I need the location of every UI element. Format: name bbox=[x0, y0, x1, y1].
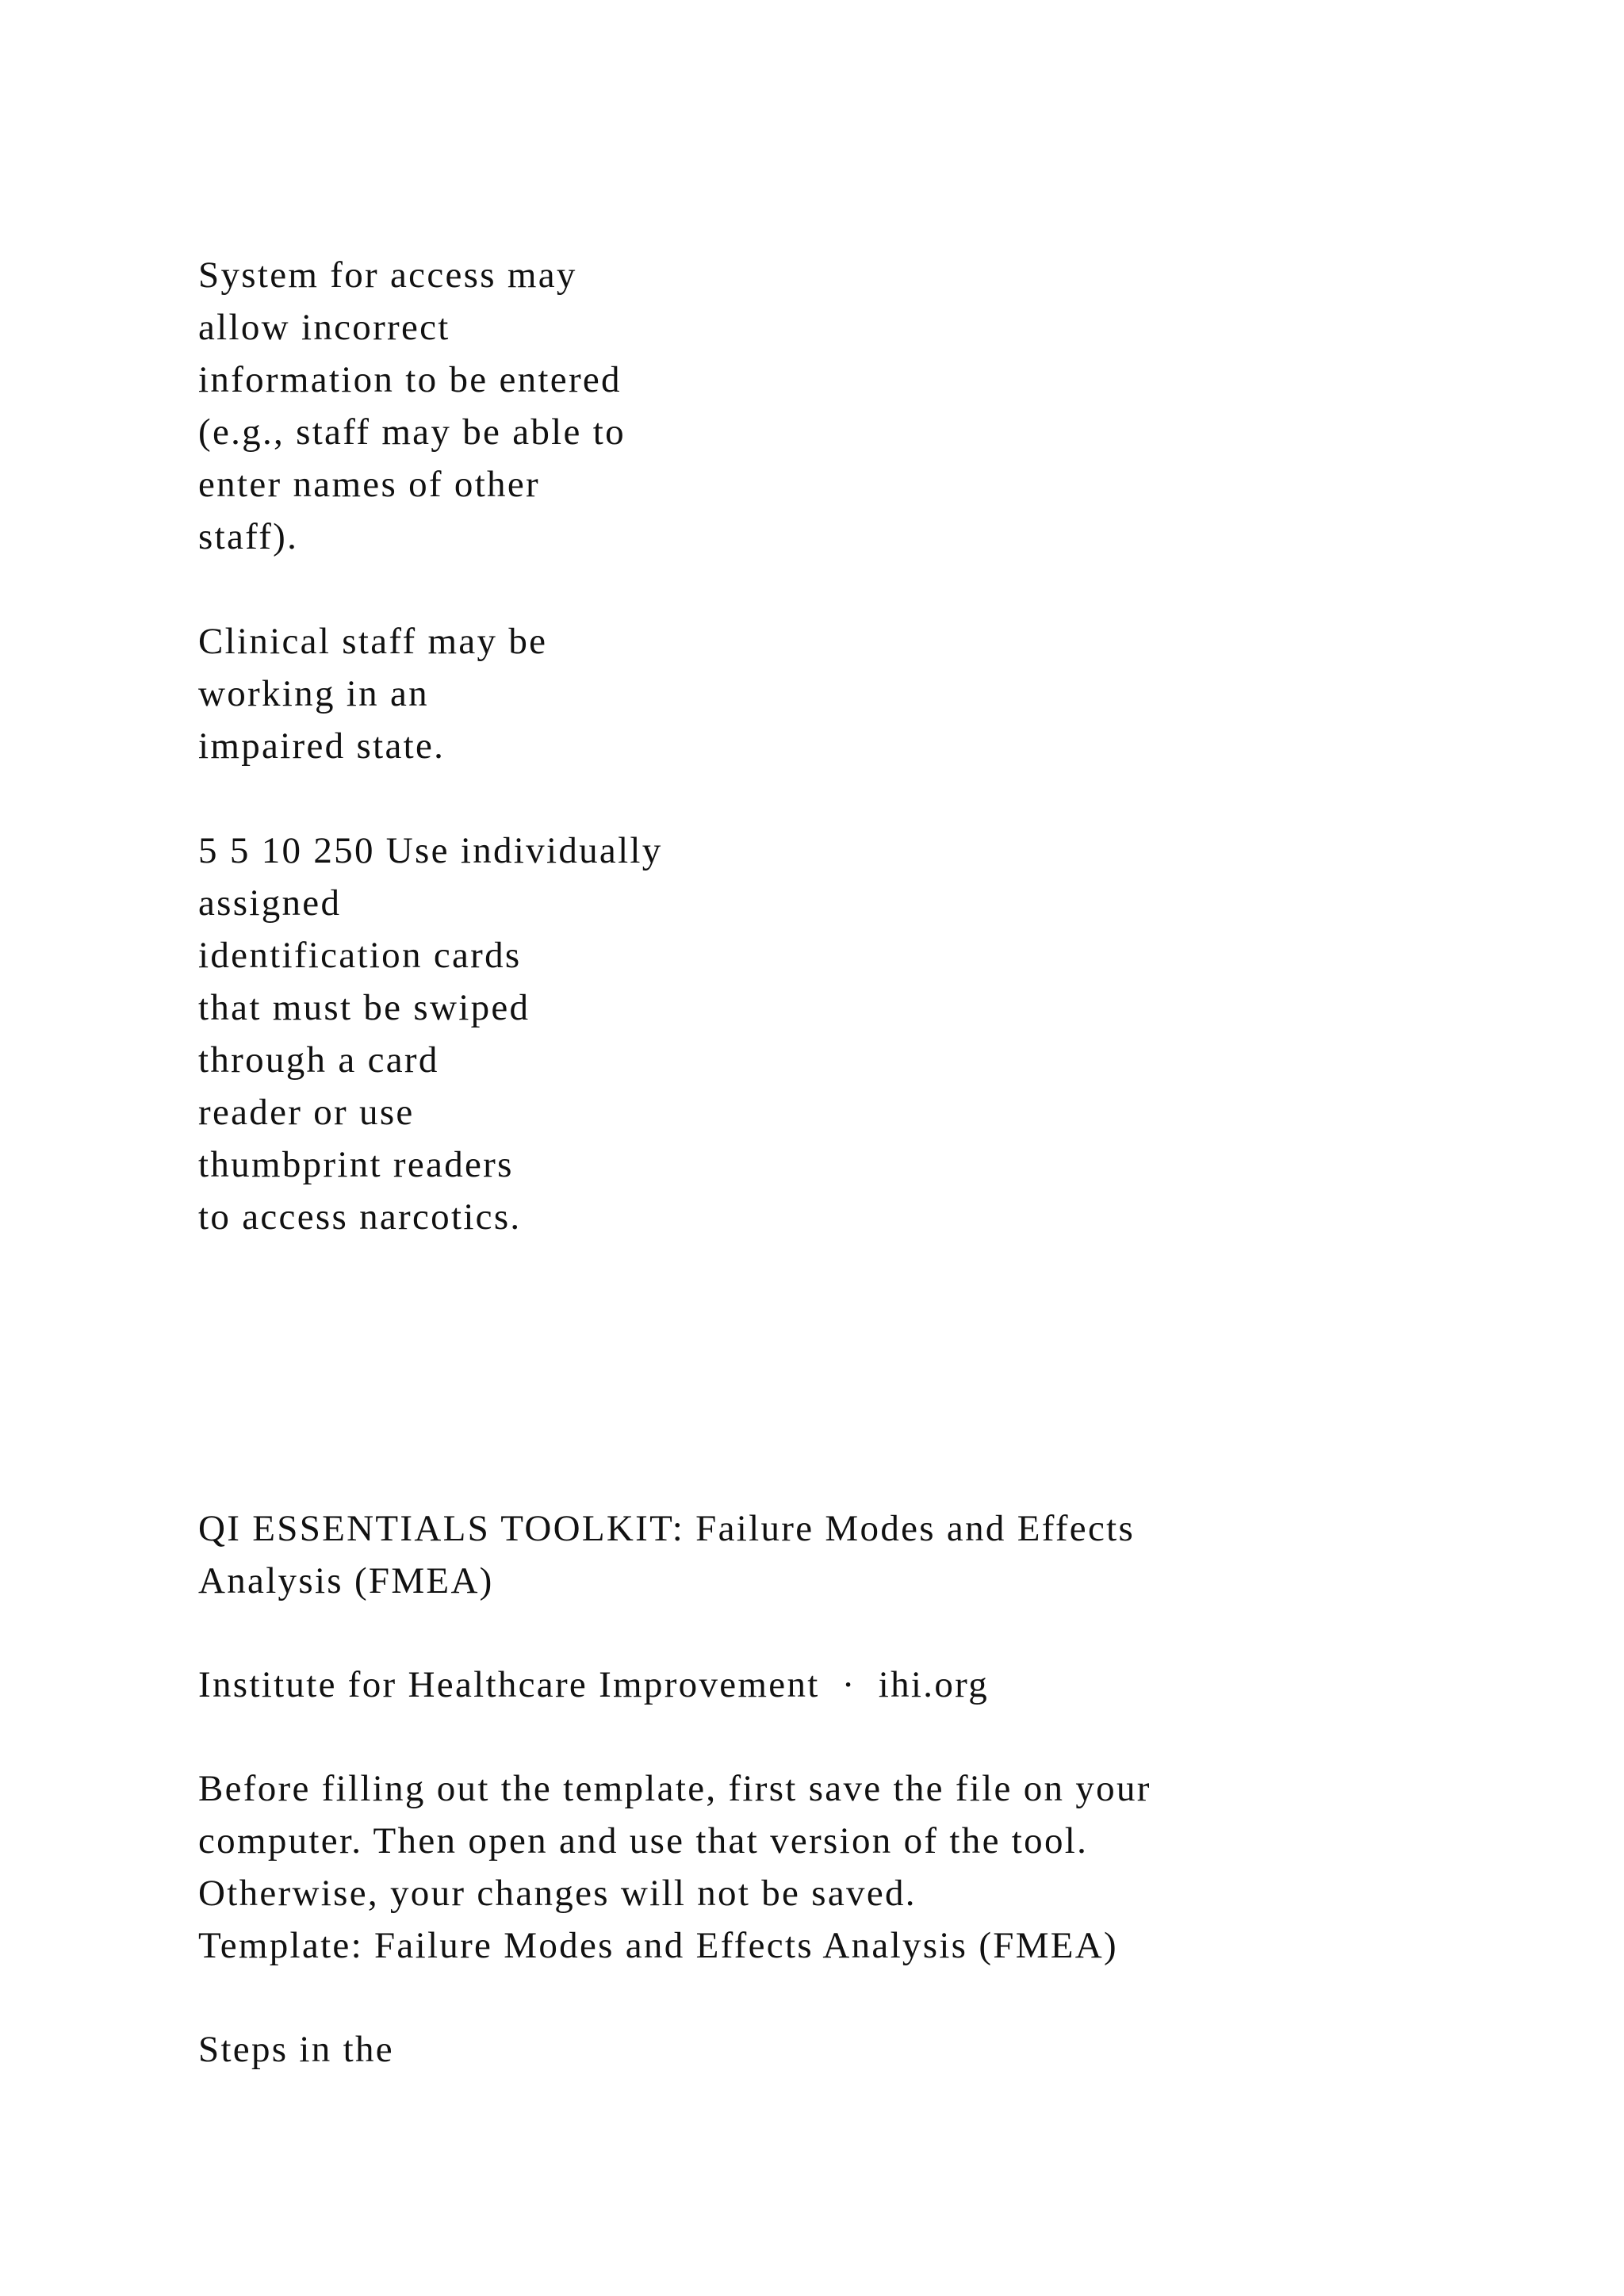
instructions-paragraph bbox=[198, 1762, 1151, 1972]
publisher-text: Institute for Healthcare Improvement · ihi.org bbox=[198, 1664, 990, 1705]
text-line: Before filling out the template, first save the file on your bbox=[198, 1768, 1151, 1809]
text-line: Clinical staff may be bbox=[198, 621, 548, 662]
text-line: Otherwise, your changes will not be saved. bbox=[198, 1873, 917, 1914]
text-line: that must be swiped bbox=[198, 987, 530, 1028]
text-line: to access narcotics. bbox=[198, 1196, 522, 1238]
text-line: enter names of other bbox=[198, 464, 540, 505]
text-line: 5 5 10 250 Use individually bbox=[198, 830, 663, 871]
text-line: information to be entered bbox=[198, 359, 622, 400]
paragraph-impaired-staff bbox=[198, 615, 547, 772]
paragraph-access-system-failure bbox=[198, 249, 626, 563]
text-line: System for access may bbox=[198, 254, 577, 296]
text-line: (e.g., staff may be able to bbox=[198, 411, 626, 453]
toolkit-title bbox=[198, 1502, 1135, 1607]
publisher-line bbox=[198, 1659, 989, 1711]
paragraph-risk-scores-and-action bbox=[198, 825, 663, 1243]
text-line: assigned bbox=[198, 882, 342, 924]
text-line: identification cards bbox=[198, 935, 522, 976]
text-line: thumbprint readers bbox=[198, 1144, 514, 1185]
text-line: computer. Then open and use that version of the tool. bbox=[198, 1820, 1089, 1862]
text-line: staff). bbox=[198, 516, 299, 557]
text-line: reader or use bbox=[198, 1092, 415, 1133]
template-heading: Template: Failure Modes and Effects Analysis (FMEA) bbox=[198, 1925, 1118, 1966]
text-line: allow incorrect bbox=[198, 307, 450, 348]
text-line: impaired state. bbox=[198, 725, 446, 767]
title-line: Analysis (FMEA) bbox=[198, 1560, 494, 1601]
steps-heading bbox=[198, 2023, 394, 2076]
text-line: working in an bbox=[198, 673, 429, 714]
text-line: through a card bbox=[198, 1039, 439, 1081]
title-line: QI ESSENTIALS TOOLKIT: Failure Modes and Effects bbox=[198, 1508, 1136, 1549]
steps-text: Steps in the bbox=[198, 2029, 394, 2070]
